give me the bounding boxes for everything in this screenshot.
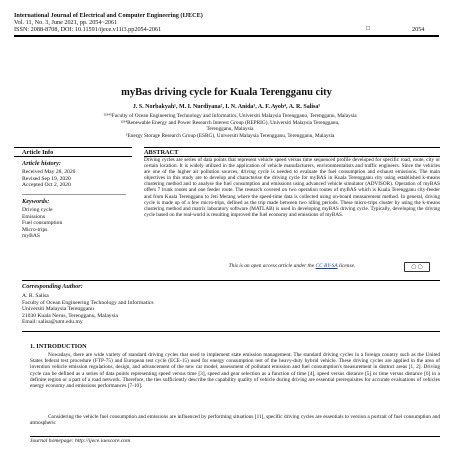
affiliation-1: ¹²³⁴⁵Faculty of Ocean Engineering Technology and Informatics, Universiti Malaysia Terengganu, Terengganu, Malaysia: [103, 113, 357, 119]
abstract-heading: ABSTRACT: [144, 149, 179, 156]
introduction-paragraph-1: Nowadays, there are wide variety of standard driving cycles that used to implement state emission management. The standard driving cycles in a foreign country such as the United States federal test procedure (FTP-75) and European test cycle (ECE-15) used for energy consumption test of the heavy-duty hybrid vehicle. These driving cycles are applied in the area of invention vehicle emission regulations, design, and advancement of the new car model, assessment of pollutant emission and fuel consumption's measurement in distinct areas [1, 2]. Driving cycle can be defined as a series of data points representing speed versus time [3], speed and gear selection as a function of time [4], speed versus distance [5] or time versus distance [6] in a definite region or a part of a road network. Therefore, the ties sufficiently describe the capability quality of vehicle during driving are essential prerequisites for accurate evaluations of vehicles energy economy and emissions performances [7-10].: [30, 352, 440, 390]
history-list: [22, 169, 75, 189]
journal-name: International Journal of Electrical and Computer Engineering (IJECE): [14, 12, 203, 19]
history-heading: Article history:: [22, 160, 62, 167]
abstract-text: Driving cycles are series of data points that represent vehicle speed versus time sequenced profile developed for specific road, route, city or certain location. It is widely utilized in the application of vehicle manufacturers, environmentalists and traffic engineers. Since the vehicles are one of the higher air pollution sources, driving cycle is needed to evaluate the fuel consumption and exhaust emissions. The main objectives in this study are to develop and characterise the driving cycle for myBAS in Kuala Terengganu city using established k-means clustering method and to analyse the fuel consumption and emissions using advanced vehicle simulator (ADVISOR). Operation of myBAS offers 7 trunk routes and one feeder route. The research covered on two operation routes of myBAS which is Kuala Terengganu city-feeder and from Kuala Terengganu to Jeti Merang where the speed-time data is collected using on-board measurement method. In general, driving cycle is made up of a few micro-trips, defined as the trip made between two idling periods. These micro-trips cluster by using the k-means clustering method and matrix laboratory software (MATLAB) is used in developing myBAS driving cycle. Typically, developing the driving cycle based on the real-world is resulting improved the fuel economy and emissions of myBAS.: [144, 157, 440, 218]
corresponding-email[interactable]: Email: salisa@umt.edu.my: [22, 319, 83, 326]
issn-line: ISSN: 2088-8708, DOI: 10.11591/ijece.v11i3.pp2054-2061: [14, 26, 162, 33]
corresponding-details: [22, 293, 154, 326]
corresponding-bottom-rule: [22, 331, 440, 332]
corresponding-name: A. R. Salisa: [22, 293, 49, 299]
volume-line: Vol. 11, No. 3, June 2021, pp. 2054~2061: [14, 19, 118, 26]
corresponding-address: 21030 Kuala Nerus, Terengganu, Malaysia: [22, 312, 118, 319]
corresponding-rule: [22, 280, 440, 281]
accepted-date: Accepted Oct 2, 2020: [22, 182, 71, 189]
license-suffix: license.: [339, 263, 356, 269]
keyword: myBAS: [22, 233, 41, 240]
cc-license-icon[interactable]: ◯ ◯: [404, 262, 430, 272]
corresponding-faculty: Faculty of Ocean Engineering Technology and Informatics: [22, 299, 154, 306]
abstract-top-rule: [144, 147, 440, 148]
introduction-heading: 1. INTRODUCTION: [30, 343, 87, 350]
license-link[interactable]: CC BY-SA: [315, 263, 338, 269]
affiliation-4: ⁵Energy Storage Research Group (ESRG), Universiti Malaysia Terengganu, Terengganu, Malaysia: [125, 132, 335, 139]
keywords-heading: Keywords:: [22, 198, 50, 205]
revised-date: Revised Sep 19, 2020: [22, 175, 71, 182]
bookmark-icon: □: [366, 25, 370, 32]
header-rule: [14, 35, 439, 37]
authors: J. S. Norbakyah¹, M. I. Nurdiyana², I. N. Anida³, A. F. Ayob⁴, A. R. Salisa⁵: [132, 104, 321, 110]
received-date: Received May 28, 2020: [22, 169, 76, 175]
affiliation-3: Terengganu, Malaysia: [206, 126, 254, 132]
keywords-list: [22, 207, 62, 240]
keyword: Driving cycle: [22, 207, 53, 213]
paper-title: myBas driving cycle for Kuala Terengganu city: [121, 87, 332, 98]
keyword: Micro-trips: [22, 226, 48, 233]
license-prefix: This is an open access article under the: [228, 263, 315, 269]
corresponding-university: Universiti Malaysia Terengganu: [22, 306, 94, 313]
license-line: [144, 263, 440, 269]
journal-homepage[interactable]: Journal homepage: http://ijece.iaescore.com: [30, 438, 131, 444]
keywords-rule: [22, 194, 126, 195]
info-top-rule: [14, 147, 132, 148]
corresponding-heading: Corresponding Author:: [22, 283, 83, 290]
introduction-paragraph-2: Considering the vehicle fuel consumption and emissions are influenced by performing situations [11], specific driving cycles are essentials to version a portrait of fuel consumption and atmospheric: [30, 414, 440, 427]
article-info-heading: Article Info: [22, 149, 54, 156]
keyword: Emissions: [22, 213, 46, 220]
affiliation-2: ¹²³⁴Renewable Energy and Power Research Interest Group (REPRIG), Universiti Malaysia Terengganu,: [120, 119, 340, 126]
footer-rule: [30, 436, 440, 437]
keyword: Fuel consumption: [22, 220, 63, 227]
info-head-rule: [14, 156, 132, 157]
page-number: 2054: [412, 26, 425, 33]
